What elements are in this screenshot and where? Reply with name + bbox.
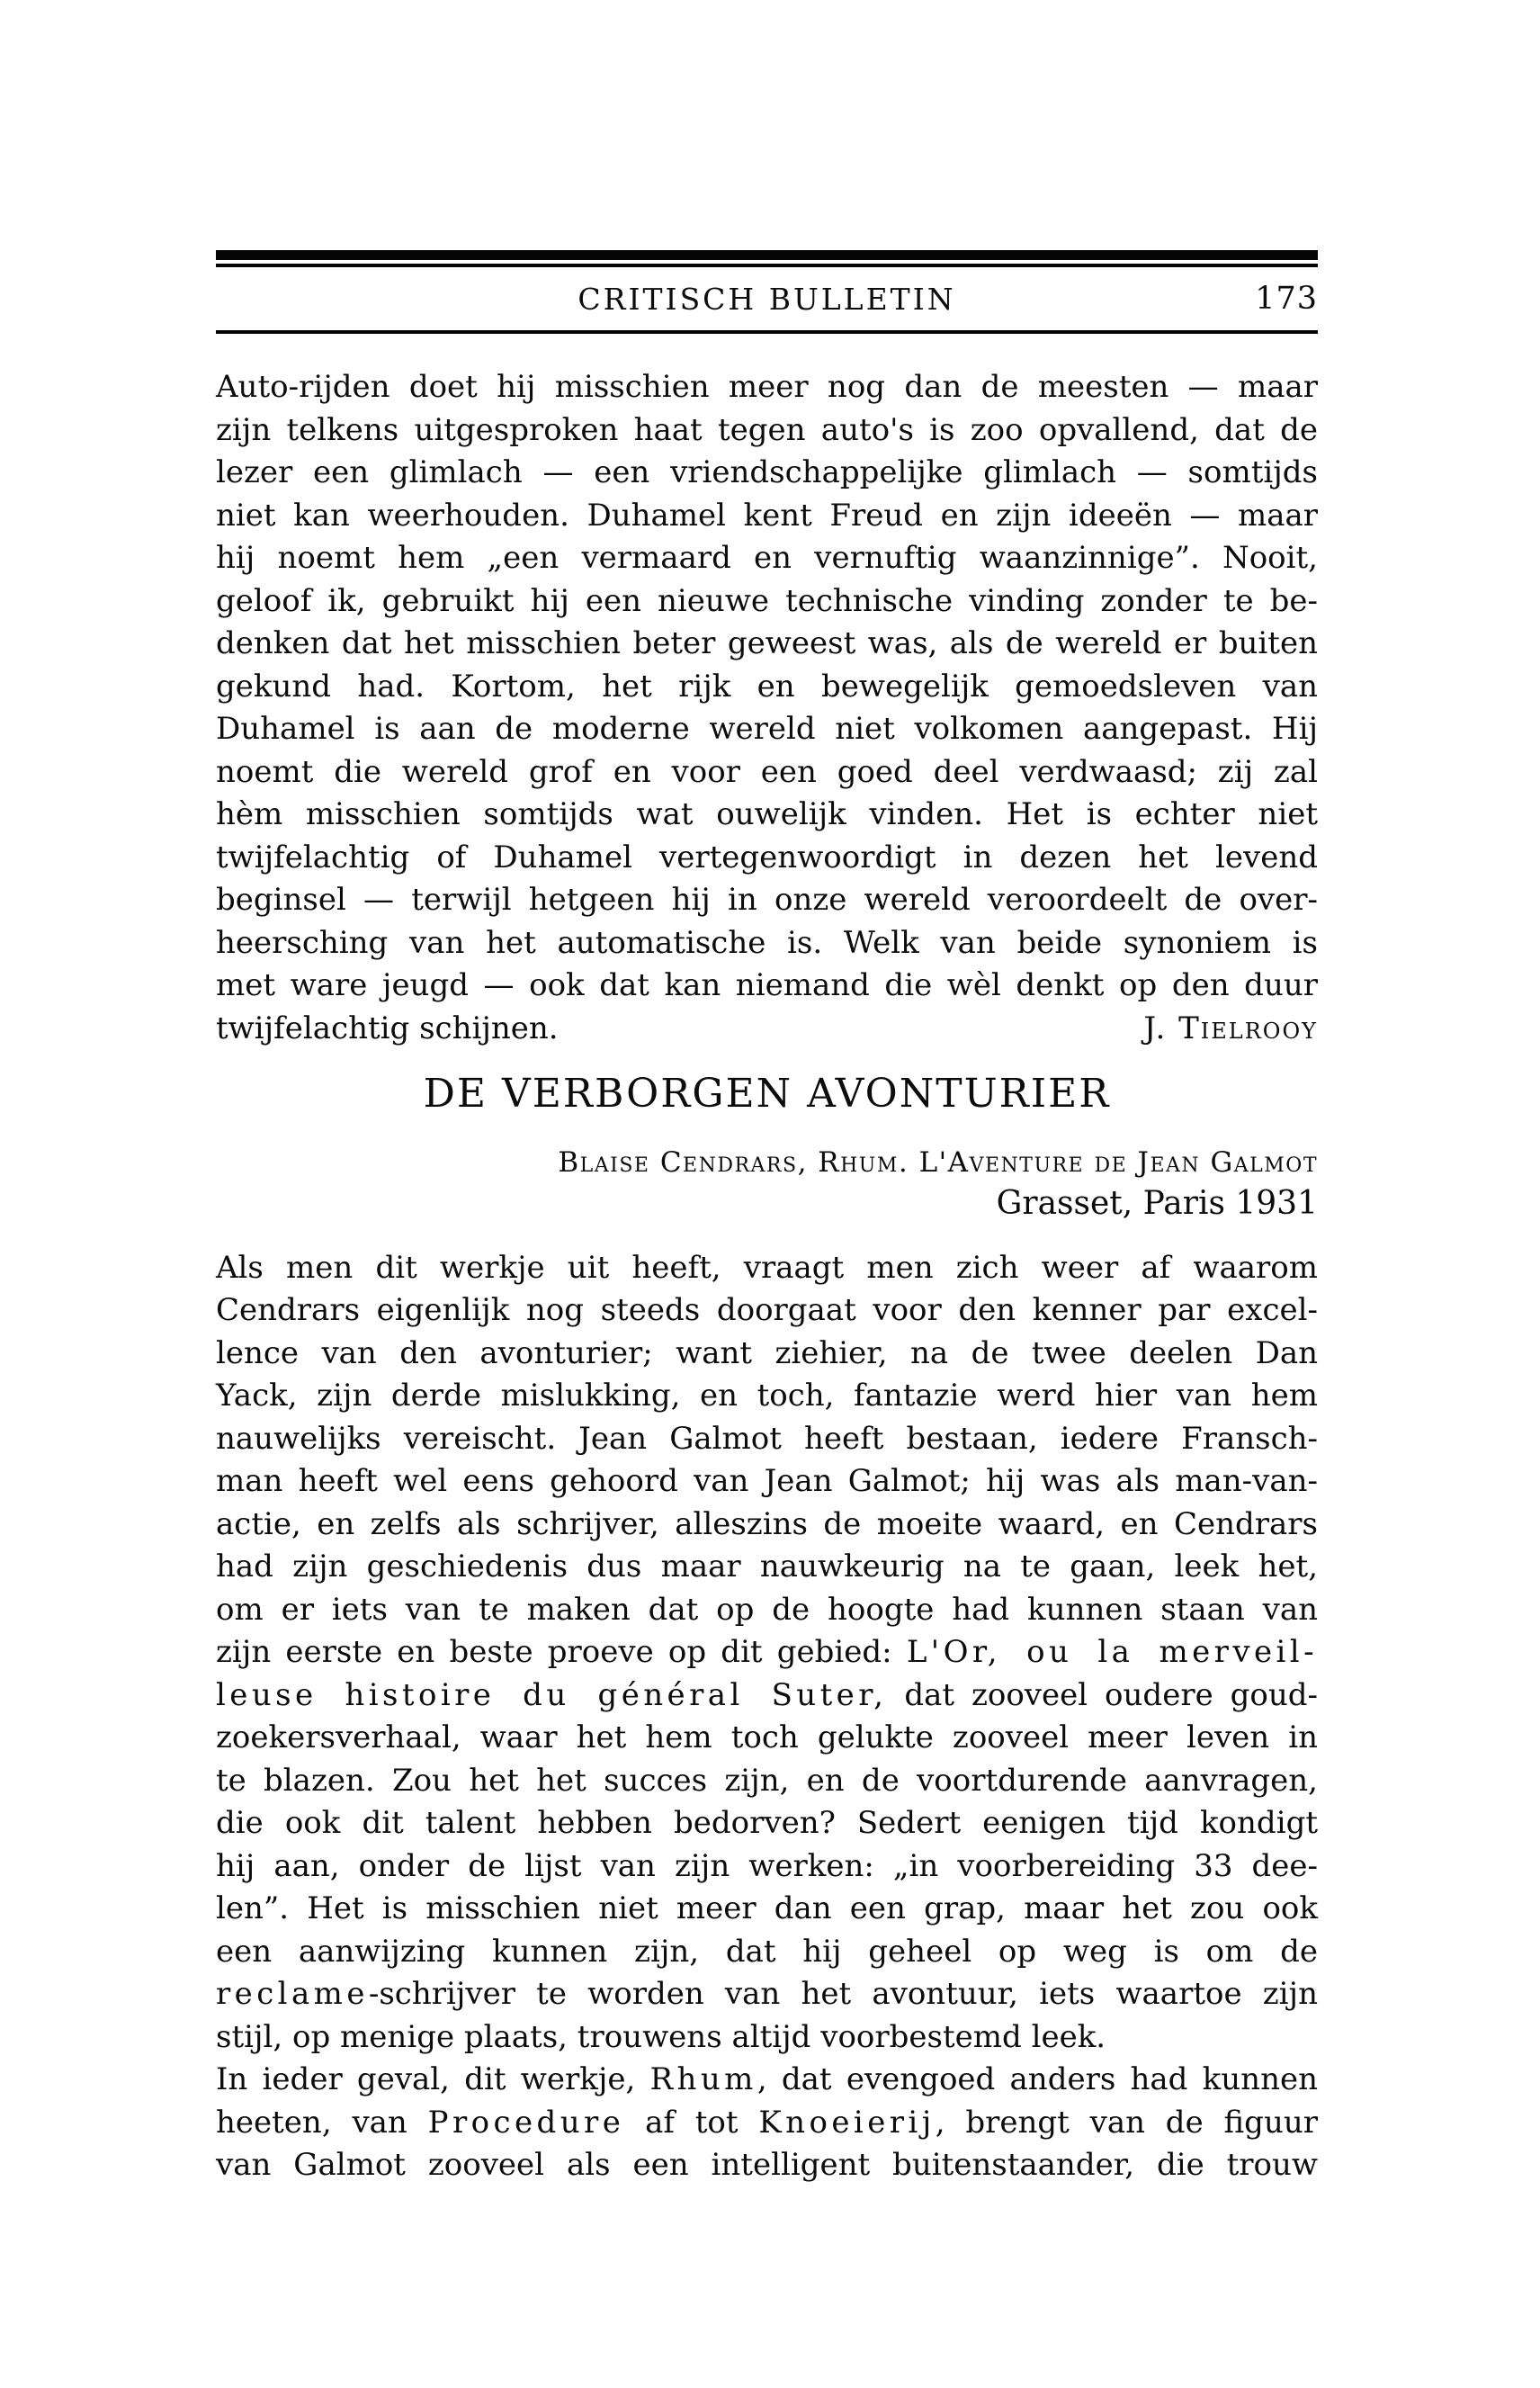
text-line: len”. Het is misschien niet meer dan een grap, maar het zou ook	[216, 1890, 1318, 1927]
letterspaced-term: Rhum	[649, 2061, 757, 2098]
text-line: hij aan, onder de lijst van zijn werken: „in voorbereiding 33 dee-	[216, 1847, 1318, 1884]
text-line: Cendrars eigenlijk nog steeds doorgaat voor den kenner par excel-	[216, 1292, 1318, 1329]
text-line: hèm misschien somtijds wat ouwelijk vinden. Het is echter niet	[216, 796, 1318, 832]
text-line: hij noemt hem „een vermaard en vernuftig waanzinnige”. Nooit,	[216, 540, 1318, 576]
text-line: zijn eerste en beste proeve op dit gebied: L'Or, ou la merveil-	[216, 1634, 1318, 1671]
text-line: lezer een glimlach — een vriendschappelijke glimlach — somtijds	[216, 454, 1318, 490]
text-line: geloof ik, gebruikt hij een nieuwe technische vinding zonder te be-	[216, 582, 1318, 619]
letterspaced-term: reclame	[216, 1976, 369, 2013]
text-line: denken dat het misschien beter geweest was, als de wereld er buiten	[216, 625, 1318, 661]
article-body-lines	[216, 1247, 1318, 2187]
text-line: van Galmot zooveel als een intelligent buitenstaander, die trouw	[216, 2147, 1318, 2184]
page-number: 173	[1255, 281, 1318, 317]
text-line: die ook dit talent hebben bedorven? Sedert eenigen tijd kondigt	[216, 1805, 1318, 1842]
text-line: beginsel — terwijl hetgeen hij in onze wereld veroordeelt de over-	[216, 882, 1318, 918]
text-line: niet kan weerhouden. Duhamel kent Freud en zijn ideeën — maar	[216, 497, 1318, 534]
text-line: gekund had. Kortom, het rijk en bewegelijk gemoedsleven van	[216, 668, 1318, 705]
text-line: reclame-schrijver te worden van het avontuur, iets waartoe zijn	[216, 1976, 1318, 2013]
letterspaced-term: leuse histoire du général Suter,	[216, 1676, 888, 1713]
text-line: noemt die wereld grof en voor een goed deel verdwaasd; zij zal	[216, 753, 1318, 790]
closing-line	[216, 1008, 1318, 1051]
text-line: heersching van het automatische is. Welk van beide synoniem is	[216, 924, 1318, 961]
text-line: man heeft wel eens gehoord van Jean Galmot; hij was als man-van-	[216, 1463, 1318, 1500]
letterspaced-term: Procedure	[427, 2104, 625, 2141]
letterspaced-term: L'Or, ou la merveil-	[906, 1634, 1318, 1671]
text-line: met ware jeugd — ook dat kan niemand die wèl denkt op den duur	[216, 967, 1318, 1003]
review-ending-tielrooy	[216, 366, 1318, 1050]
review-verborgen-avonturier	[216, 1073, 1318, 2187]
reviewer-signature: J. Tielrooy	[1143, 1010, 1318, 1046]
text-line: leuse histoire du général Suter, dat zooveel oudere goud-	[216, 1676, 1318, 1713]
text-line: Als men dit werkje uit heeft, vraagt men zich weer af waarom	[216, 1249, 1318, 1286]
text-line: lence van den avonturier; want ziehier, na de twee deelen Dan	[216, 1334, 1318, 1371]
text-line: te blazen. Zou het het succes zijn, en de voortdurende aanvragen,	[216, 1762, 1318, 1799]
header-rule-under	[216, 330, 1318, 334]
running-head	[216, 267, 1318, 330]
text-line: In ieder geval, dit werkje, Rhum, dat evengoed anders had kunnen	[216, 2061, 1318, 2098]
letterspaced-term: Knoeierij	[758, 2104, 936, 2141]
journal-title: CRITISCH BULLETIN	[578, 281, 956, 317]
section-title: DE VERBORGEN AVONTURIER	[423, 1071, 1111, 1117]
imprint-line: Grasset, Paris 1931	[996, 1184, 1318, 1222]
text-line: stijl, op menige plaats, trouwens altijd voorbestemd leek.	[216, 2018, 1106, 2055]
header-rule-thick	[216, 250, 1318, 260]
text-line: twijfelachtig of Duhamel vertegenwoordigt in dezen het levend	[216, 839, 1318, 875]
text-line: zoekersverhaal, waar het hem toch gelukte zooveel meer leven in	[216, 1719, 1318, 1756]
text-line: Duhamel is aan de moderne wereld niet volkomen aangepast. Hij	[216, 711, 1318, 747]
text-line: heeten, van Procedure af tot Knoeierij, brengt van de figuur	[216, 2104, 1318, 2141]
article-end-lines	[216, 366, 1318, 1008]
text-line: Yack, zijn derde mislukking, en toch, fantazie werd hier van hem	[216, 1378, 1318, 1414]
text-line: nauwelijks vereischt. Jean Galmot heeft bestaan, iedere Fransch-	[216, 1420, 1318, 1457]
text-line: actie, en zelfs als schrijver, alleszins de moeite waard, en Cendrars	[216, 1505, 1318, 1542]
page-header	[216, 250, 1318, 334]
text-line: om er iets van te maken dat op de hoogte had kunnen staan van	[216, 1591, 1318, 1628]
closing-text: twijfelachtig schijnen.	[216, 1010, 559, 1046]
text-line: Auto-rijden doet hij misschien meer nog dan de meesten — maar	[216, 369, 1318, 405]
text-line: had zijn geschiedenis dus maar nauwkeurig na te gaan, leek het,	[216, 1549, 1318, 1585]
text-line: een aanwijzing kunnen zijn, dat hij geheel op weg is om de	[216, 1933, 1318, 1970]
bibliography-line: Blaise Cendrars, Rhum. L'Aventure de Jean Galmot	[558, 1145, 1318, 1179]
text-line: zijn telkens uitgesproken haat tegen auto's is zoo opvallend, dat de	[216, 411, 1318, 448]
